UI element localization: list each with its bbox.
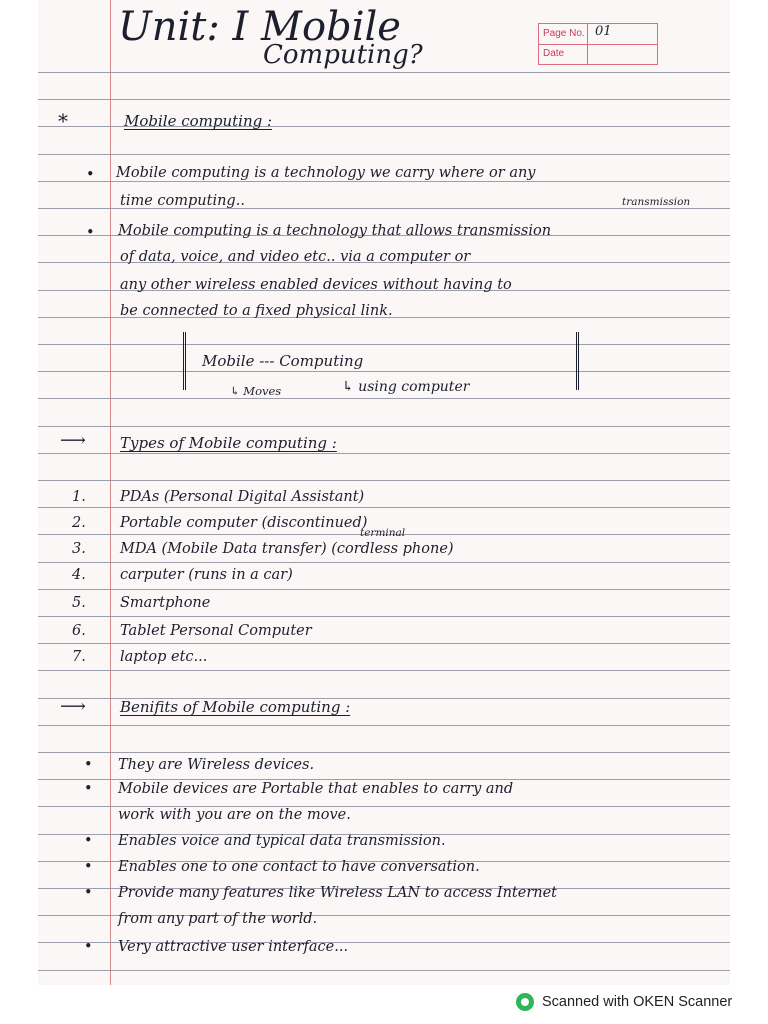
type-number: 5. <box>72 595 86 611</box>
section-heading-mobile-computing: Mobile computing : <box>124 112 273 130</box>
benefit-line: from any part of the world. <box>118 911 318 927</box>
definition-line-6: be connected to a fixed physical link. <box>120 303 393 319</box>
page-no-label: Page No. <box>543 28 585 39</box>
definition-line-5: any other wireless enabled devices without having to <box>120 277 512 293</box>
ruled-line <box>38 562 730 563</box>
bullet-dot: • <box>86 167 95 183</box>
type-item: MDA (Mobile Data transfer) (cordless phone) <box>120 541 454 557</box>
type-item: Tablet Personal Computer <box>120 623 312 639</box>
benefit-line: They are Wireless devices. <box>118 757 315 773</box>
benefit-line: Very attractive user interface... <box>118 939 349 955</box>
ruled-line <box>38 426 730 427</box>
type-number: 1. <box>72 489 86 505</box>
ruled-line <box>38 670 730 671</box>
type-number: 6. <box>72 623 86 639</box>
ruled-line <box>38 752 730 753</box>
type-item: PDAs (Personal Digital Assistant) <box>120 489 365 505</box>
definition-line-2: time computing.. <box>120 193 245 209</box>
scanner-text: Scanned with OKEN Scanner <box>542 994 733 1010</box>
diagram-using-computer: ↳ using computer <box>342 379 470 395</box>
ruled-line <box>38 643 730 644</box>
page-title <box>118 4 423 70</box>
bullet-dot: • <box>86 225 95 241</box>
bullet-dot: • <box>84 757 93 773</box>
page-no-value: 01 <box>595 24 612 39</box>
section-heading-types: Types of Mobile computing : <box>120 434 337 452</box>
benefit-line: Provide many features like Wireless LAN to access Internet <box>118 885 558 901</box>
bullet-dot: • <box>84 781 93 797</box>
definition-line-4: of data, voice, and video etc.. via a computer or <box>120 249 471 265</box>
benefit-line: Enables one to one contact to have conversation. <box>118 859 480 875</box>
correction-terminal: terminal <box>360 527 406 539</box>
diagram-main: Mobile --- Computing <box>202 352 364 370</box>
page-number-box <box>538 23 658 65</box>
benefit-line: Mobile devices are Portable that enables to carry and <box>118 781 514 797</box>
asterisk-marker: * <box>58 109 68 133</box>
type-item: carputer (runs in a car) <box>120 567 293 583</box>
type-number: 3. <box>72 541 86 557</box>
ruled-line <box>38 99 730 100</box>
correction-transmission: transmission <box>622 196 691 208</box>
bullet-dot: • <box>84 859 93 875</box>
definition-line-3: Mobile computing is a technology that allows transmission <box>118 223 552 239</box>
ruled-line <box>38 154 730 155</box>
ruled-line <box>38 616 730 617</box>
type-number: 7. <box>72 649 86 665</box>
bullet-dot: • <box>84 885 93 901</box>
type-item: Smartphone <box>120 595 211 611</box>
scanner-logo-icon <box>516 993 534 1011</box>
definition-line-1: Mobile computing is a technology we carry where or any <box>116 165 536 181</box>
ruled-line <box>38 453 730 454</box>
arrow-icon: ⟶ <box>60 696 86 717</box>
diagram-moves: ↳ Moves <box>230 384 282 398</box>
date-label: Date <box>543 48 565 59</box>
type-item: laptop etc... <box>120 649 208 665</box>
title-line-2: Computing? <box>263 40 423 70</box>
ruled-line <box>38 725 730 726</box>
type-number: 2. <box>72 515 86 531</box>
ruled-line <box>38 398 730 399</box>
margin-line <box>110 0 111 985</box>
benefit-line: Enables voice and typical data transmission. <box>118 833 446 849</box>
ruled-line <box>38 480 730 481</box>
type-number: 4. <box>72 567 86 583</box>
scanner-watermark <box>516 990 732 1014</box>
type-item: Portable computer (discontinued) <box>120 515 368 531</box>
ruled-line <box>38 589 730 590</box>
ruled-line <box>38 970 730 971</box>
arrow-icon: ⟶ <box>60 430 86 451</box>
ruled-line <box>38 507 730 508</box>
title-line-1: Unit: I Mobile <box>118 4 401 50</box>
benefit-line: work with you are on the move. <box>118 807 351 823</box>
bullet-dot: • <box>84 939 93 955</box>
section-heading-benefits: Benifits of Mobile computing : <box>120 698 351 716</box>
bullet-dot: • <box>84 833 93 849</box>
